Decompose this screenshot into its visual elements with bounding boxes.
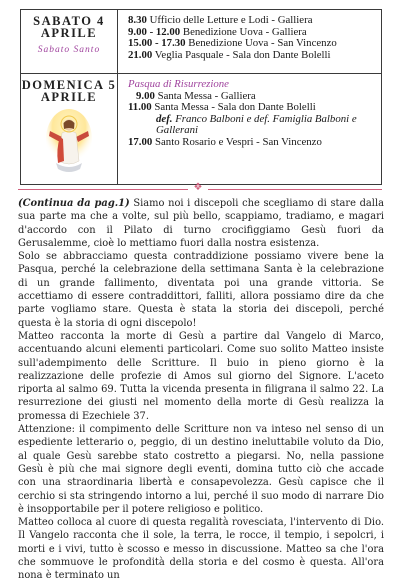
event-item: 9.00 Santa Messa - Galliera — [136, 89, 256, 102]
ornament-icon: ❖ — [193, 182, 203, 193]
feast-label: Pasqua di Risurrezione — [128, 78, 229, 90]
event-item: 17.00 Santo Rosario e Vespri - San Vincenzo — [128, 135, 322, 148]
schedule-table — [20, 9, 382, 185]
mass-intention-note: def. Franco Balboni e def. Famiglia Balboni e Gallerani — [156, 112, 357, 137]
event-item: 15.00 - 17.30 Benedizione Uova - San Vincenzo — [128, 37, 337, 50]
event-item: 9.00 - 12.00 Benedizione Uova - Galliera — [128, 25, 307, 38]
day-month: APRILE — [40, 26, 98, 40]
day-month: APRILE — [40, 90, 98, 104]
schedule-row-sunday — [21, 74, 381, 184]
schedule-row-saturday — [21, 10, 381, 74]
event-item: 8.30 Ufficio delle Letture e Lodi - Galliera — [128, 14, 313, 26]
day-name: DOMENICA 5 — [21, 78, 117, 92]
events-saturday — [118, 10, 381, 73]
article-paragraph: Solo se abbracciamo questa contraddizione possiamo vivere bene la Pasqua, perché la celebrazione della settimana Santa è la celebrazione di un grande fallimento, diventata poi una grande vittoria. Se accettiamo di essere contraddittori, falliti, allora possiamo dire da che parte vogliamo stare. Questa è stata la storia dei discepoli, perché questa è la storia di ogni discepolo! — [18, 251, 384, 329]
risen-christ-illustration — [46, 109, 92, 179]
article-body — [18, 197, 384, 583]
day-subtitle: Sabato Santo — [37, 45, 101, 55]
article-paragraph: Attenzione: il compimento delle Scritture non va inteso nel senso di un espediente letterario o, peggio, di un destino ineluttabile voluto da Dio, al quale Gesù sarebbe stato costretto a piegarsi. No, nella passione Gesù è più che mai signore degli eventi, domina tutto ciò che accade con una straordinaria libertà e consapevolezza. Gesù capisce che il cerchio si sta stringendo intorno a lui, perché il suo modo di narrare Dio è insopportabile per il potere religioso e politico. — [18, 424, 384, 515]
article-paragraph: (Continua da pag.1) Siamo noi i discepoli che scegliamo di stare dalla sua parte ma che a volte, sul più bello, scappiamo, tradiamo, e magari d'accordo con il Pilato di turno crocifiggiamo Gesù fuori da Gerusalemme, cioè lo mettiamo fuori dalla nostra esistenza. — [18, 198, 384, 249]
continuation-label: (Continua da pag.1) — [18, 198, 130, 209]
day-cell-sunday — [21, 74, 118, 184]
event-item: 11.00 Santa Messa - Sala don Dante Bolelli — [128, 101, 316, 114]
events-sunday — [118, 74, 381, 184]
event-item: 21.00 Veglia Pasquale - Sala don Dante Bolelli — [128, 48, 331, 61]
section-divider — [18, 182, 382, 193]
day-name: SABATO 4 — [33, 14, 105, 28]
day-cell-saturday — [21, 10, 118, 73]
article-paragraph: Matteo racconta la morte di Gesù a partire dal Vangelo di Marco, accentuando alcuni elementi particolari. Come suo solito Matteo insiste sull'adempimento delle Scritture. Il buio in pieno giorno è la realizzazione delle profezie di Amos sul giorno del Signore. L'aceto riporta al salmo 69. Tutta la vicenda presenta in filigrana il salmo 22. La resurrezione dei giusti nel momento della morte di Gesù realizza la promessa di Ezechiele 37. — [18, 330, 384, 422]
article-paragraph: Matteo colloca al cuore di questa regalità rovesciata, l'intervento di Dio. Il Vangelo racconta che il sole, la terra, le rocce, il tempio, i sepolcri, i morti e i vivi, tutto è scosso e messo in discussione. Matteo sa che l'ora che sommuove le profondità della storia e del cosmo è questa. All'ora nona è terminato un — [18, 517, 384, 582]
